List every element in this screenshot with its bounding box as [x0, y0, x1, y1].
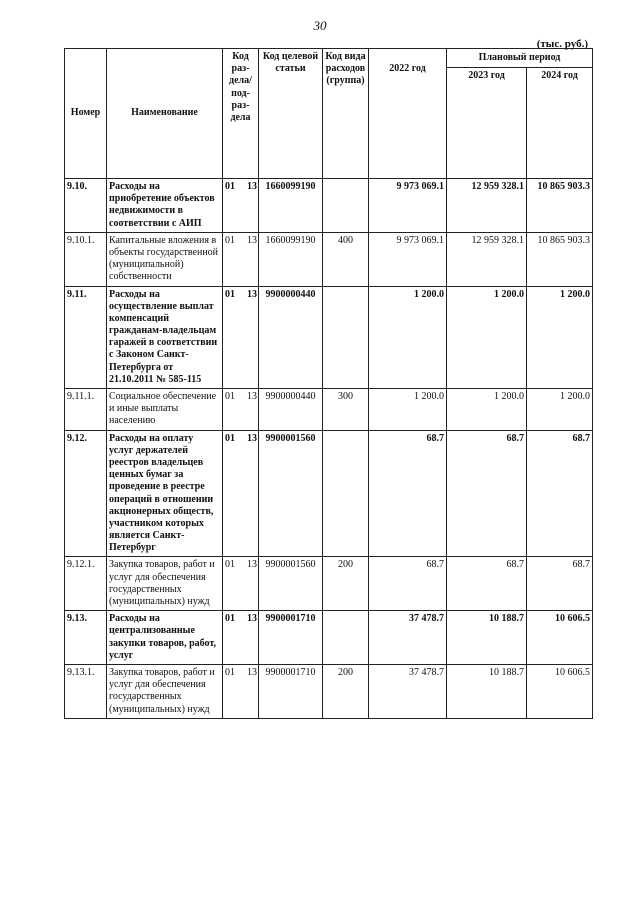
table-row	[65, 611, 593, 665]
subsection-code: 13	[247, 559, 257, 571]
row-2023: 68.7	[447, 557, 527, 611]
page-number: 30	[313, 18, 327, 33]
row-2023: 68.7	[447, 430, 527, 557]
row-name: Капитальные вложения в объекты государственной (муниципальной) собственности	[107, 232, 223, 286]
row-2022: 37 478.7	[369, 664, 447, 718]
table-row	[65, 286, 593, 389]
table-row	[65, 557, 593, 611]
row-article: 9900000440	[259, 286, 323, 389]
subsection-code: 13	[247, 181, 257, 192]
row-expense: 200	[323, 664, 369, 718]
section-code: 01	[225, 288, 235, 300]
row-name: Расходы на осуществление выплат компенсаций гражданам-владельцам гаражей в соответствии с Законом Санкт-Петербурга от 21.10.2011 № 585-115	[107, 286, 223, 389]
header-planned-period: Плановый период	[447, 49, 593, 68]
row-number: 9.12.	[65, 430, 107, 557]
header-section: Код раз-дела/ под-раз-дела	[223, 49, 259, 179]
row-article: 9900001710	[259, 611, 323, 665]
table-row	[65, 389, 593, 431]
row-expense	[323, 179, 369, 233]
row-number: 9.13.1.	[65, 664, 107, 718]
header-name: Наименование	[107, 49, 223, 179]
table-row	[65, 232, 593, 286]
row-2024: 68.7	[527, 430, 593, 557]
row-2024: 10 606.5	[527, 611, 593, 665]
section-code: 01	[225, 391, 235, 402]
table-header-row	[65, 49, 593, 68]
row-section	[223, 557, 259, 611]
subsection-code: 13	[247, 613, 257, 625]
table-row	[65, 430, 593, 557]
row-2024: 1 200.0	[527, 389, 593, 431]
row-2023: 10 188.7	[447, 611, 527, 665]
row-2022: 1 200.0	[369, 389, 447, 431]
row-expense	[323, 286, 369, 389]
row-expense: 300	[323, 389, 369, 431]
section-code: 01	[225, 559, 235, 571]
row-2022: 9 973 069.1	[369, 232, 447, 286]
row-section	[223, 611, 259, 665]
row-article: 1660099190	[259, 179, 323, 233]
table-row	[65, 664, 593, 718]
subsection-code: 13	[247, 666, 257, 678]
row-name: Социальное обеспечение и иные выплаты населению	[107, 389, 223, 431]
header-article: Код целевой статьи	[259, 49, 323, 179]
row-2022: 68.7	[369, 430, 447, 557]
row-expense: 400	[323, 232, 369, 286]
subsection-code: 13	[247, 391, 257, 402]
units-label: (тыс. руб.)	[536, 38, 588, 50]
row-section	[223, 389, 259, 431]
section-code: 01	[225, 432, 235, 444]
header-year-2023: 2023 год	[447, 68, 527, 179]
row-number: 9.13.	[65, 611, 107, 665]
section-code: 01	[225, 181, 235, 192]
row-2024: 10 865 903.3	[527, 232, 593, 286]
row-number: 9.12.1.	[65, 557, 107, 611]
subsection-code: 13	[247, 234, 257, 246]
budget-table	[64, 48, 593, 719]
row-2024: 10 606.5	[527, 664, 593, 718]
row-article: 9900001560	[259, 557, 323, 611]
row-2023: 10 188.7	[447, 664, 527, 718]
row-number: 9.11.	[65, 286, 107, 389]
row-2022: 37 478.7	[369, 611, 447, 665]
row-2023: 1 200.0	[447, 286, 527, 389]
row-article: 9900001710	[259, 664, 323, 718]
row-article: 1660099190	[259, 232, 323, 286]
row-number: 9.10.	[65, 179, 107, 233]
row-2023: 1 200.0	[447, 389, 527, 431]
row-2022: 1 200.0	[369, 286, 447, 389]
header-number: Номер	[65, 49, 107, 179]
row-name: Расходы на централизованные закупки товаров, работ, услуг	[107, 611, 223, 665]
row-2022: 68.7	[369, 557, 447, 611]
row-expense	[323, 430, 369, 557]
header-year-2022: 2022 год	[369, 49, 447, 179]
row-section	[223, 430, 259, 557]
row-article: 9900001560	[259, 430, 323, 557]
table-body	[65, 179, 593, 719]
row-section	[223, 664, 259, 718]
row-number: 9.11.1.	[65, 389, 107, 431]
header-expense: Код вида расходов (группа)	[323, 49, 369, 179]
subsection-code: 13	[247, 432, 257, 444]
row-2022: 9 973 069.1	[369, 179, 447, 233]
row-expense	[323, 611, 369, 665]
row-name: Закупка товаров, работ и услуг для обеспечения государственных (муниципальных) нужд	[107, 557, 223, 611]
row-name: Расходы на приобретение объектов недвижимости в соответствии с АИП	[107, 179, 223, 233]
row-section	[223, 179, 259, 233]
section-code: 01	[225, 234, 235, 246]
row-section	[223, 232, 259, 286]
row-section	[223, 286, 259, 389]
row-number: 9.10.1.	[65, 232, 107, 286]
row-2024: 10 865 903.3	[527, 179, 593, 233]
row-2024: 1 200.0	[527, 286, 593, 389]
row-expense: 200	[323, 557, 369, 611]
row-2024: 68.7	[527, 557, 593, 611]
row-name: Закупка товаров, работ и услуг для обеспечения государственных (муниципальных) нужд	[107, 664, 223, 718]
row-name: Расходы на оплату услуг держателей реестров владельцев ценных бумаг за проведение в реестре операций в отношении акционерных обществ, участником которых является Санкт-Петербург	[107, 430, 223, 557]
table-row	[65, 179, 593, 233]
row-2023: 12 959 328.1	[447, 232, 527, 286]
section-code: 01	[225, 613, 235, 625]
row-2023: 12 959 328.1	[447, 179, 527, 233]
header-year-2024: 2024 год	[527, 68, 593, 179]
row-article: 9900000440	[259, 389, 323, 431]
subsection-code: 13	[247, 288, 257, 300]
section-code: 01	[225, 666, 235, 678]
